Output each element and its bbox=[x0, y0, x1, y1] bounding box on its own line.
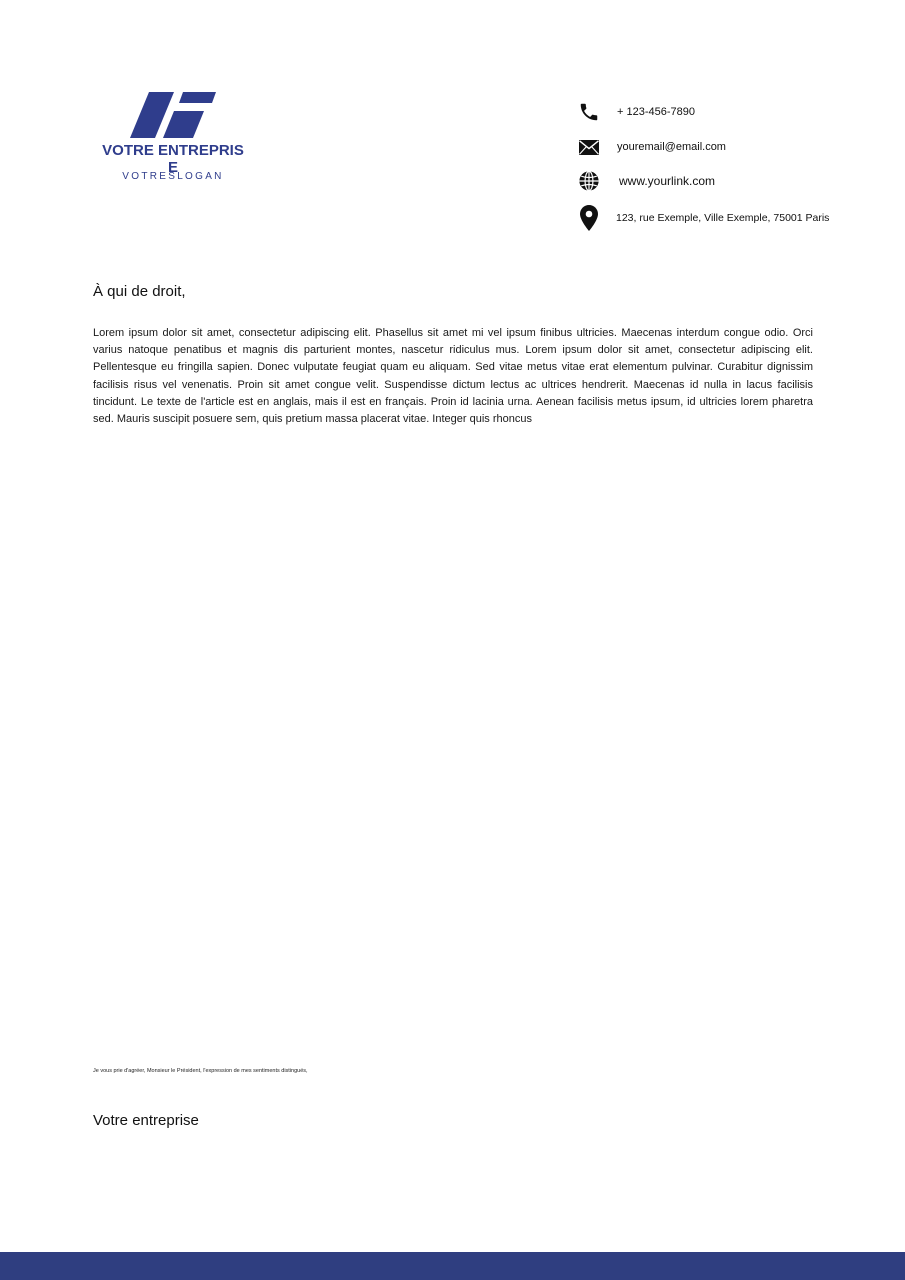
map-pin-icon bbox=[577, 206, 601, 230]
contact-address bbox=[577, 206, 829, 230]
logo-mark-icon bbox=[130, 92, 218, 138]
contact-email bbox=[577, 135, 726, 159]
letter-body: Lorem ipsum dolor sit amet, consectetur adipiscing elit. Phasellus sit amet mi vel ipsum finibus ultricies. Maecenas interdum congue odio. Orci varius natoque penatibus et magnis dis parturient montes, nascetur ridiculus mus. Lorem ipsum dolor sit amet, consectetur adipiscing elit. Pellentesque eu fringilla sapien. Donec vulputate feugiat quam eu aliquam. Sed vitae metus vitae erat elementum pulvinar. Curabitur dignissim facilisis risus vel venenatis. Proin sit amet congue velit. Suspendisse dictum lectus ac ultrices hendrerit. Maecenas id nulla in lacus facilisis tincidunt. Le texte de l'article est en anglais, mais il est en français. Proin id lacinia urna. Aenean facilisis metus ipsum, id ultricies lorem pharetra sed. Mauris suscipit posuere sem, quis pretium massa placerat vitae. Integer quis rhoncus bbox=[93, 327, 813, 426]
envelope-icon bbox=[577, 135, 601, 159]
website-url: www.yourlink.com bbox=[619, 174, 716, 188]
phone-number: + 123-456-7890 bbox=[617, 106, 695, 118]
company-name: VOTRE ENTREPRISE bbox=[102, 142, 244, 176]
contact-phone bbox=[577, 100, 695, 124]
footer-bar bbox=[0, 1252, 905, 1280]
contact-website bbox=[577, 169, 715, 193]
closing-line: Je vous prie d'agréer, Monsieur le Président, l'expression de mes sentiments distingués, bbox=[93, 1068, 308, 1074]
phone-icon bbox=[577, 100, 601, 124]
company-slogan: VOTRESLOGAN bbox=[122, 171, 224, 182]
email-address: youremail@email.com bbox=[617, 141, 726, 153]
signature: Votre entreprise bbox=[93, 1112, 199, 1129]
postal-address: 123, rue Exemple, Ville Exemple, 75001 Paris bbox=[616, 212, 830, 224]
globe-icon bbox=[577, 169, 601, 193]
salutation: À qui de droit, bbox=[93, 283, 186, 300]
